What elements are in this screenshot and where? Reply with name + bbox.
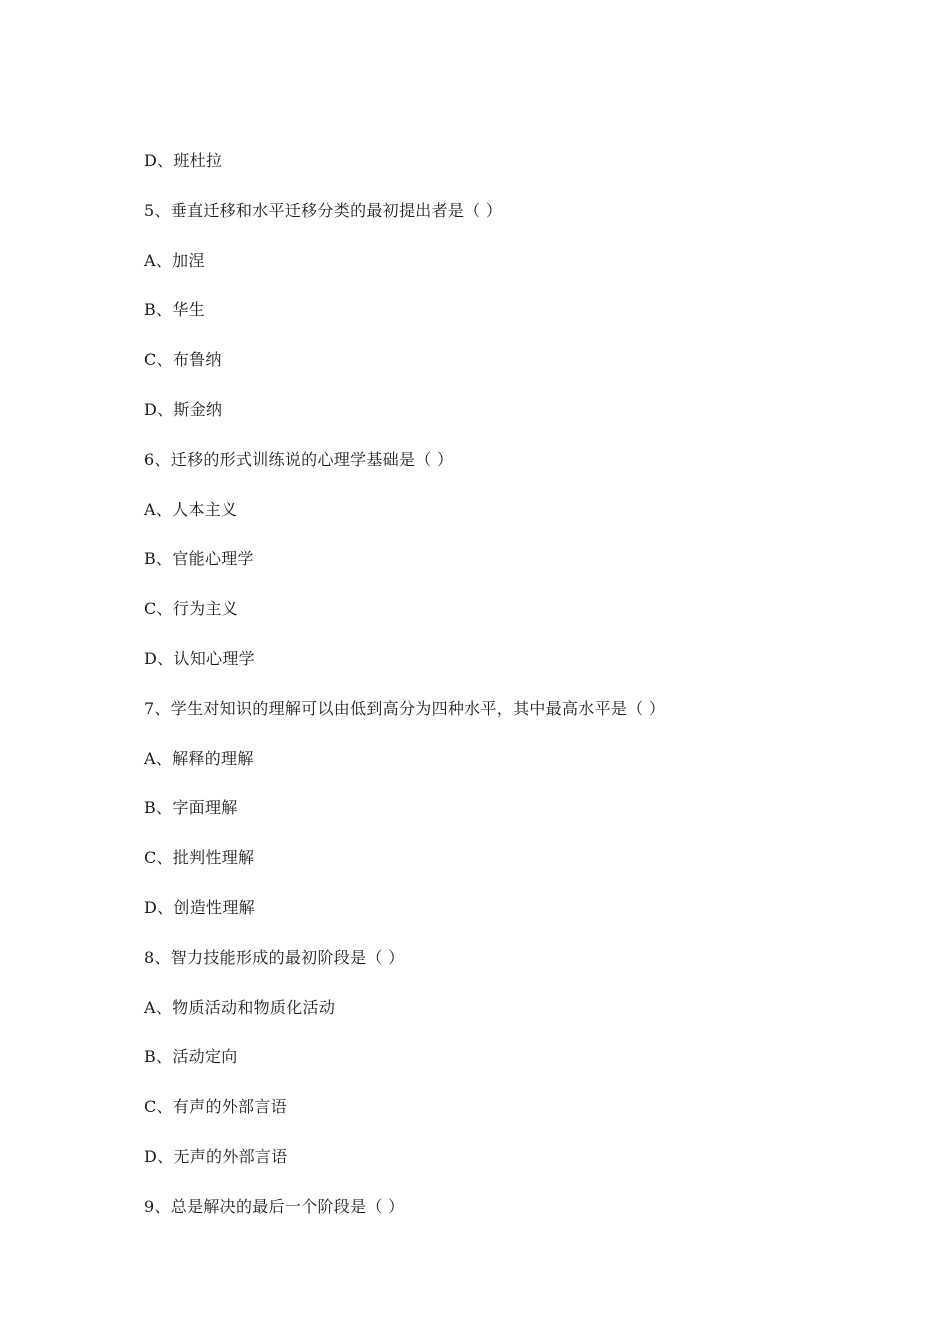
- option-line: B、字面理解: [144, 798, 238, 818]
- option-line: D、创造性理解: [144, 897, 255, 917]
- option-line: D、班杜拉: [144, 151, 223, 170]
- question-line: 9、总是解决的最后一个阶段是（ ）: [144, 1196, 405, 1216]
- question-list: [144, 148, 844, 1244]
- option-line: D、斯金纳: [144, 399, 223, 419]
- option-line: A、解释的理解: [144, 748, 254, 768]
- option-line: C、有声的外部言语: [144, 1097, 287, 1117]
- question-line: 6、迁移的形式训练说的心理学基础是（ ）: [144, 449, 454, 469]
- option-line: C、行为主义: [144, 599, 239, 619]
- option-line: B、官能心理学: [144, 549, 254, 569]
- question-line: 5、垂直迁移和水平迁移分类的最初提出者是（ ）: [144, 200, 503, 220]
- option-line: C、批判性理解: [144, 848, 255, 868]
- option-line: A、物质活动和物质化活动: [144, 997, 336, 1017]
- option-line: B、活动定向: [144, 1047, 238, 1067]
- question-line: 7、学生对知识的理解可以由低到高分为四种水平，其中最高水平是（ ）: [144, 698, 666, 718]
- option-line: D、无声的外部言语: [144, 1146, 288, 1166]
- option-line: A、人本主义: [144, 499, 238, 519]
- question-line: 8、智力技能形成的最初阶段是（ ）: [144, 947, 405, 967]
- option-line: A、加涅: [144, 250, 205, 270]
- option-line: B、华生: [144, 300, 205, 320]
- option-line: C、布鲁纳: [144, 350, 222, 370]
- option-line: D、认知心理学: [144, 648, 255, 668]
